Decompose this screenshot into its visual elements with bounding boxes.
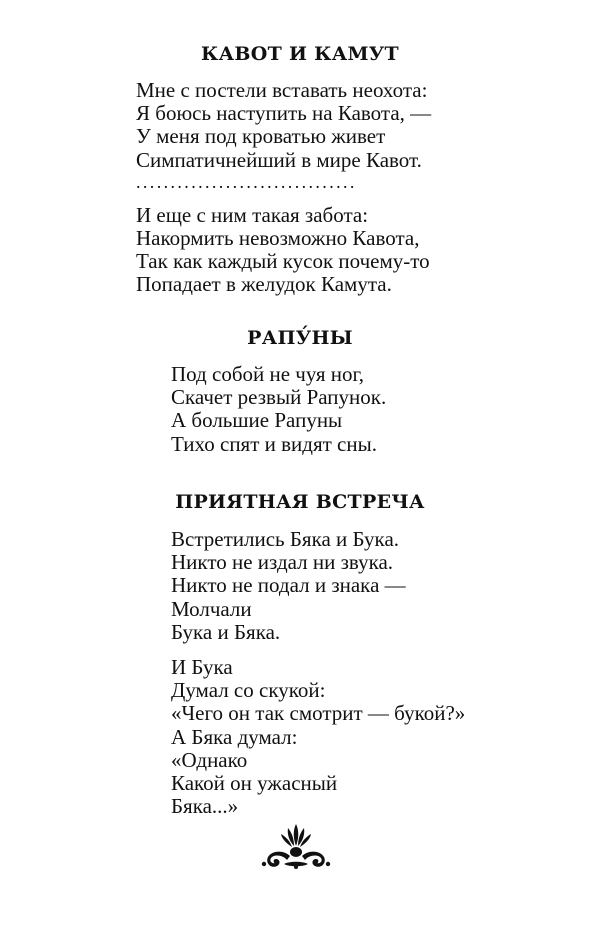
poem-line: Так как каждый кусок почему-то <box>136 249 430 274</box>
poem-line: Думал со скукой: <box>171 678 326 703</box>
poem-line: Я боюсь наступить на Кавота, — <box>136 101 432 126</box>
poem-line: Бяка...» <box>171 794 239 819</box>
poem-line: Встретились Бяка и Бука. <box>171 527 400 551</box>
poem-line: Тихо спят и видят сны. <box>171 431 377 456</box>
poem-body-vstrecha <box>171 528 465 818</box>
poem-body-rapuny <box>171 363 386 456</box>
stanza-separator: ................................ <box>136 171 357 192</box>
poem-line: Никто не издал ни звука. <box>171 550 394 575</box>
poem-line: «Однако <box>171 747 248 772</box>
poem-body-kavot <box>136 79 431 297</box>
poem-line: И еще с ним такая забота: <box>136 202 369 227</box>
poem-line: Никто не подал и знака — <box>171 573 406 598</box>
poem-line: «Чего он так смотрит — букой?» <box>171 701 466 726</box>
poem-title-kavot: КАВОТ И КАМУТ <box>201 43 399 65</box>
poem-line: Под собой не чуя ног, <box>171 362 364 386</box>
poem-title-rapuny: РАПУ́НЫ <box>247 327 353 349</box>
poem-line: У меня под кроватью живет <box>136 124 386 149</box>
poem-line: А большие Рапуны <box>171 408 343 433</box>
poem-line: Скачет резвый Рапунок. <box>171 385 387 410</box>
poem-line: Попадает в желудок Камута. <box>136 272 392 297</box>
poem-line: А Бяка думал: <box>171 724 298 749</box>
poem-title-vstrecha: ПРИЯТНАЯ ВСТРЕЧА <box>175 491 425 513</box>
stanza-gap <box>136 192 431 204</box>
poem-line: Бука и Бяка. <box>171 619 281 644</box>
poem-line: Накормить невозможно Кавота, <box>136 226 420 251</box>
poem-line: Какой он ужасный <box>171 771 338 796</box>
poem-line: Молчали <box>171 596 252 621</box>
poem-line: Симпатичнейший в мире Кавот. <box>136 147 422 172</box>
floral-ornament-icon <box>256 820 336 872</box>
poem-line: Мне с постели вставать неохота: <box>136 78 428 102</box>
poem-line: И Бука <box>171 655 233 680</box>
